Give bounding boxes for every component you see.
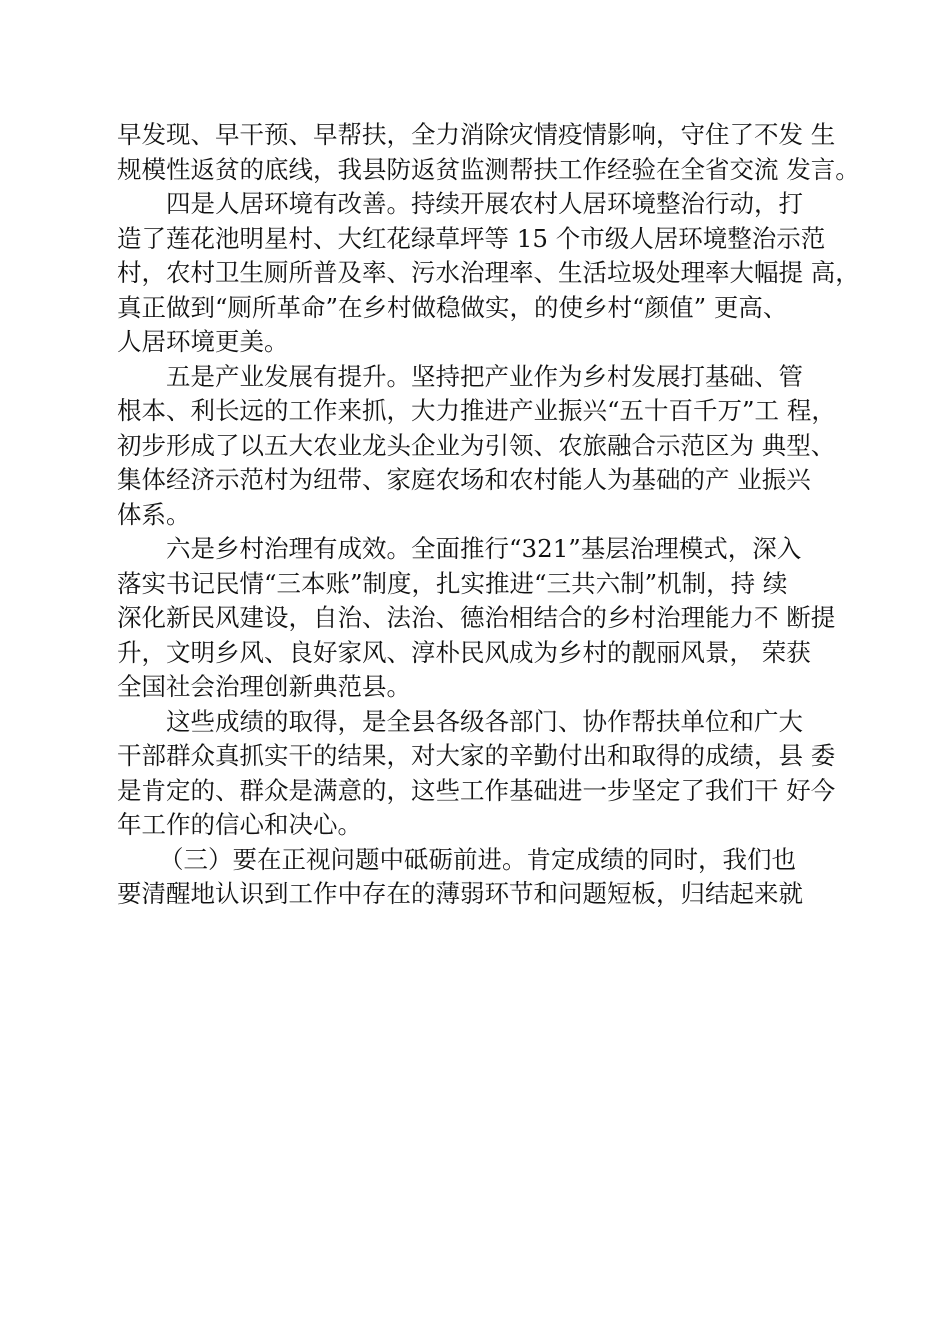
text-line: 深化新民风建设，自治、法治、德治相结合的乡村治理能力不 断提 [117,603,836,632]
text-line: 早发现、早干预、早帮扶，全力消除灾情疫情影响，守住了不发 生 [117,120,836,149]
section-heading-line: （三）要在正视问题中砥砺前进。肯定成绩的同时，我们也 [159,844,796,874]
text-line: 造了莲花池明星村、大红花绿草坪等 15 个市级人居环境整治示范 [117,223,826,253]
text-line: 体系。 [117,499,191,529]
document-body [117,118,860,912]
text-line: 真正做到“厕所革命”在乡村做稳做实，的使乡村“颜值” 更高、 [117,292,788,322]
text-line: 要清醒地认识到工作中存在的薄弱环节和问题短板，归结起来就 [117,879,803,908]
text-line: 村，农村卫生厕所普及率、污水治理率、生活垃圾处理率大幅提 高， [117,258,860,287]
text-line: 集体经济示范村为纽带、家庭农场和农村能人为基础的产 业振兴 [117,465,811,494]
paragraph-start-line: 四是人居环境有改善。持续开展农村人居环境整治行动，打 [166,189,803,218]
text-line: 人居环境更美。 [117,327,289,356]
text-line: 规模性返贫的底线，我县防返贫监测帮扶工作经验在全省交流 发言。 [117,154,860,184]
text-line: 落实书记民情“三本账”制度，扎实推进“三共六制”机制，持 续 [117,568,788,598]
paragraph-start-line: 这些成绩的取得，是全县各级各部门、协作帮扶单位和广大 [166,706,803,736]
paragraph-start-line: 六是乡村治理有成效。全面推行“321”基层治理模式，深入 [166,534,802,563]
text-line: 全国社会治理创新典范县。 [117,672,411,701]
text-line: 干部群众真抓实干的结果，对大家的辛勤付出和取得的成绩，县 委 [117,741,836,770]
text-line: 是肯定的、群众是满意的，这些工作基础进一步坚定了我们干 好今 [117,775,836,805]
text-line: 根本、利长远的工作来抓，大力推进产业振兴“五十百千万”工 程， [117,396,836,425]
text-line: 年工作的信心和决心。 [117,810,362,839]
text-line: 升，文明乡风、良好家风、淳朴民风成为乡村的靓丽风景， 荣获 [117,637,811,667]
paragraph-start-line: 五是产业发展有提升。坚持把产业作为乡村发展打基础、管 [166,361,803,391]
text-line: 初步形成了以五大农业龙头企业为引领、农旅融合示范区为 典型、 [117,430,836,460]
